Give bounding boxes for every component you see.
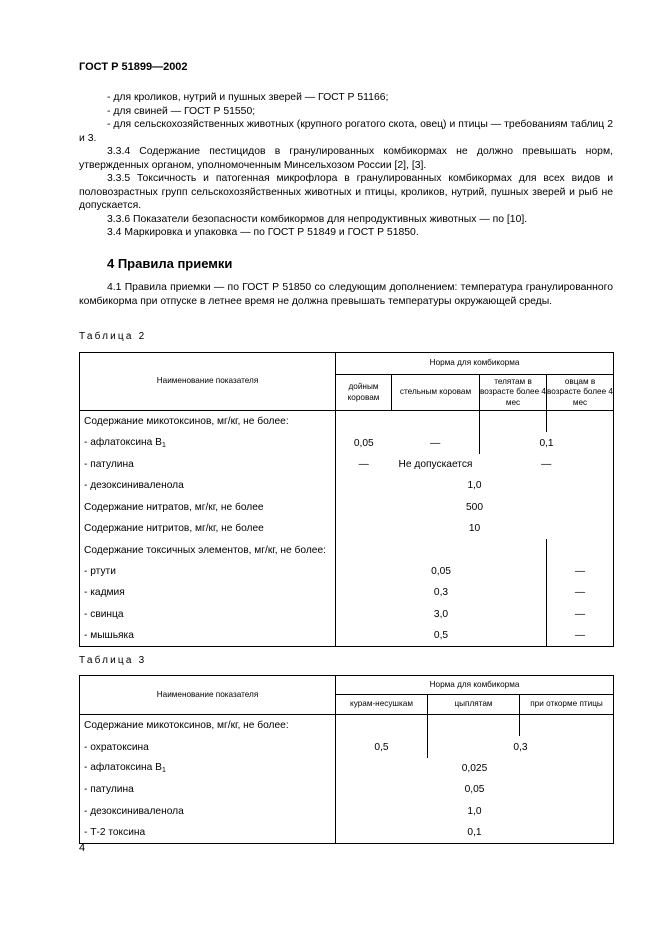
cell-value: — xyxy=(547,582,614,603)
table-3-caption: Таблица 3 xyxy=(79,655,147,666)
cell-value: 1,0 xyxy=(336,801,614,822)
cell-value: — xyxy=(480,454,614,475)
row-name: Содержание токсичных элементов, мг/кг, не более: xyxy=(80,539,336,560)
table-2-col-dairy-cows: дойным коровам xyxy=(336,375,392,411)
row-name: - охратоксина xyxy=(80,736,336,757)
table-row xyxy=(80,801,614,822)
row-name: - Т-2 токсина xyxy=(80,822,336,844)
section-4-title: 4 Правила приемки xyxy=(107,256,233,271)
table-row xyxy=(80,736,614,757)
cell-value: 10 xyxy=(336,518,614,539)
table-3-header-name: Наименование показателя xyxy=(80,676,336,715)
document-code-header: ГОСТ Р 51899—2002 xyxy=(79,61,188,73)
row-name: Содержание нитратов, мг/кг, не более xyxy=(80,497,336,518)
table-3-col-fattening-poultry: при откорме птицы xyxy=(520,695,614,715)
table-2-caption: Таблица 2 xyxy=(79,331,147,342)
table-2-header-norm: Норма для комбикорма xyxy=(336,353,614,375)
clause-3-3-5: 3.3.5 Токсичность и патогенная микрофлора в гранулированных комбикормах для всех видов и половозрастных групп сельскохозяйственных животных и птицы, кроликов, нутрий, пушных зверей и рыб не допускается. xyxy=(79,173,613,211)
table-row xyxy=(80,475,614,496)
row-name: - дезоксиниваленола xyxy=(80,801,336,822)
table-row xyxy=(80,715,614,737)
row-name: - афлатоксина $B_1$ xyxy=(80,432,336,453)
clause-3-3-6: 3.3.6 Показатели безопасности комбикормов для непродуктивных животных — по [10]. xyxy=(107,213,528,225)
row-name: - мышьяка xyxy=(80,625,336,647)
cell-value: Не допускается xyxy=(398,458,473,470)
clause-4-1: 4.1 Правила приемки — по ГОСТ Р 51850 со следующим дополнением: температура гранулированного комбикорма при отпуске в летнее время не должна превышать температуры окружающей среды. xyxy=(79,282,613,307)
list-item-rabbits: - для кроликов, нутрий и пушных зверей — ГОСТ Р 51166; xyxy=(107,92,389,103)
row-name: - патулина xyxy=(80,779,336,800)
cell-value: 0,5 xyxy=(336,736,428,757)
cell-value: 1,0 xyxy=(336,475,614,496)
table-row xyxy=(80,432,614,453)
cell-value: 500 xyxy=(336,497,614,518)
table-3 xyxy=(79,675,614,844)
table-2-col-calves: телятам в возрасте более 4 мес xyxy=(480,375,547,411)
table-row xyxy=(80,561,614,582)
cell-value: — xyxy=(392,432,480,453)
table-row xyxy=(80,454,614,475)
row-name: - дезоксиниваленола xyxy=(80,475,336,496)
row-name: - ртути xyxy=(80,561,336,582)
section-4-text xyxy=(79,281,613,308)
cell-value: 3,0 xyxy=(336,604,547,625)
row-name: - патулина xyxy=(80,454,336,475)
cell-value: 0,05 xyxy=(336,779,614,800)
table-row xyxy=(80,411,614,433)
cell-value: 0,1 xyxy=(336,822,614,844)
row-name: Содержание микотоксинов, мг/кг, не более: xyxy=(80,411,336,433)
table-2-header-name: Наименование показателя xyxy=(80,353,336,411)
table-row xyxy=(80,625,614,647)
row-name: - кадмия xyxy=(80,582,336,603)
page-number: 4 xyxy=(79,842,86,854)
cell-value: — xyxy=(547,604,614,625)
row-name: - афлатоксина $B_1$ xyxy=(80,758,336,779)
cell-value: — xyxy=(547,561,614,582)
table-row xyxy=(80,779,614,800)
row-name: - свинца xyxy=(80,604,336,625)
table-3-col-laying-hens: курам-несушкам xyxy=(336,695,428,715)
list-item-pigs: - для свиней — ГОСТ Р 51550; xyxy=(107,105,256,117)
cell-value: 0,5 xyxy=(336,625,547,647)
cell-value: 0,05 xyxy=(336,561,547,582)
table-3-header-norm: Норма для комбикорма xyxy=(336,676,614,695)
table-2-col-pregnant-cows: стельным коровам xyxy=(392,375,480,411)
cell-value: 0,3 xyxy=(428,736,614,757)
table-2 xyxy=(79,352,614,647)
table-row xyxy=(80,582,614,603)
table-row xyxy=(80,758,614,779)
table-row xyxy=(80,497,614,518)
cell-value: — xyxy=(547,625,614,647)
cell-value: 0,3 xyxy=(336,582,547,603)
table-row xyxy=(80,604,614,625)
cell-value: 0,1 xyxy=(480,432,614,453)
table-row xyxy=(80,539,614,560)
list-item-farm-animals: - для сельскохозяйственных животных (крупного рогатого скота, овец) и птицы — требованиям таблиц 2 и 3. xyxy=(79,119,613,144)
clause-3-3-4: 3.3.4 Содержание пестицидов в гранулированных комбикормах не должно превышать норм, утвержденных органом, уполномоченным Минсельхозом России [2], [3]. xyxy=(79,146,613,171)
cell-value: — xyxy=(358,458,369,470)
row-name: Содержание нитритов, мг/кг, не более xyxy=(80,518,336,539)
table-row xyxy=(80,518,614,539)
table-row xyxy=(80,822,614,844)
clause-3-4: 3.4 Маркировка и упаковка — по ГОСТ Р 51849 и ГОСТ Р 51850. xyxy=(107,227,419,238)
table-2-col-sheep: овцам в возрасте более 4 мес xyxy=(547,375,614,411)
table-3-col-chicks: цыплятам xyxy=(428,695,520,715)
cell-value: 0,025 xyxy=(336,758,614,779)
cell-value: 0,05 xyxy=(353,437,374,449)
intro-text xyxy=(79,91,613,240)
row-name: Содержание микотоксинов, мг/кг, не более: xyxy=(80,715,336,737)
